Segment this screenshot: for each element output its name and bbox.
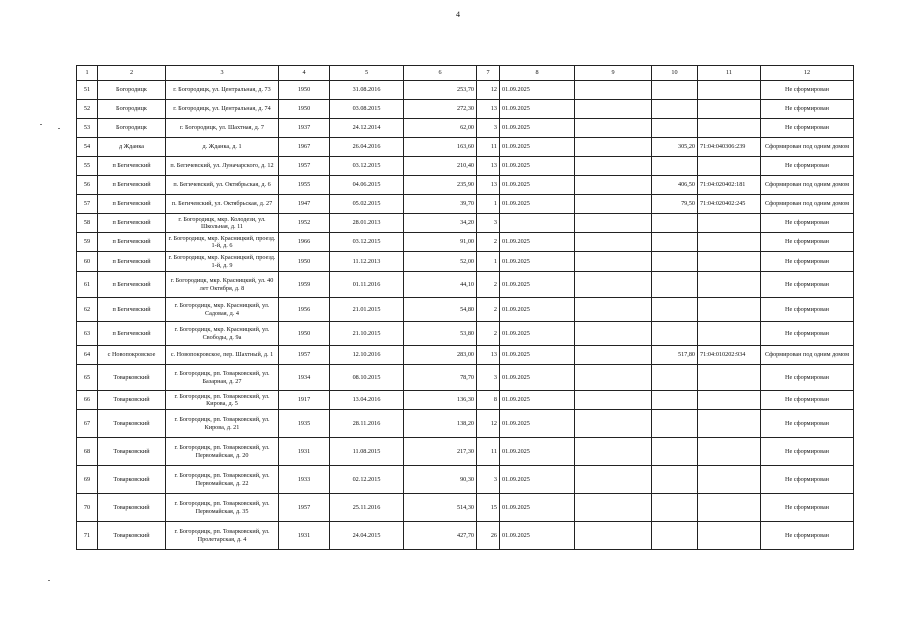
col10-cell: [652, 466, 698, 494]
cadastral-number-cell: [698, 233, 761, 252]
col9-cell: [575, 138, 652, 157]
column-header: 8: [500, 66, 575, 81]
housing-register-table: [76, 65, 854, 550]
col9-cell: [575, 438, 652, 466]
status-cell: Не сформирован: [761, 438, 854, 466]
year-cell: 1966: [279, 233, 330, 252]
count-cell: 13: [477, 100, 500, 119]
address-cell: г. Богородицк, мкр. Красницкий, ул. Садовая, д. 4: [166, 298, 279, 322]
table-body: [77, 66, 854, 550]
area-cell: 54,80: [404, 298, 477, 322]
area-cell: 283,00: [404, 346, 477, 365]
row-number: 66: [77, 391, 98, 410]
area-cell: 272,30: [404, 100, 477, 119]
status-cell: Не сформирован: [761, 119, 854, 138]
cadastral-number-cell: [698, 100, 761, 119]
col10-cell: 517,80: [652, 346, 698, 365]
status-cell: Не сформирован: [761, 157, 854, 176]
col9-cell: [575, 494, 652, 522]
date-cell: 04.06.2015: [330, 176, 404, 195]
cadastral-number-cell: [698, 81, 761, 100]
area-cell: 52,00: [404, 252, 477, 272]
address-cell: г. Богородицк, рп. Товарковский, ул. Первомайская, д. 20: [166, 438, 279, 466]
date-cell: 12.10.2016: [330, 346, 404, 365]
cadastral-number-cell: 71:04:010202:934: [698, 346, 761, 365]
date-cell: 21.10.2015: [330, 322, 404, 346]
date2-cell: 01.09.2025: [500, 119, 575, 138]
table-row: [77, 195, 854, 214]
col9-cell: [575, 233, 652, 252]
row-number: 56: [77, 176, 98, 195]
status-cell: Не сформирован: [761, 522, 854, 550]
col9-cell: [575, 365, 652, 391]
address-cell: с. Новопокровское, пер. Шахтный, д. 1: [166, 346, 279, 365]
row-number: 54: [77, 138, 98, 157]
status-cell: Не сформирован: [761, 214, 854, 233]
status-cell: Не сформирован: [761, 466, 854, 494]
table-row: [77, 365, 854, 391]
year-cell: 1957: [279, 346, 330, 365]
address-cell: г. Богородицк, ул. Центральная, д. 73: [166, 81, 279, 100]
table-row: [77, 100, 854, 119]
table-row: [77, 298, 854, 322]
col10-cell: [652, 365, 698, 391]
address-cell: г. Богородицк, рп. Товарковский, ул. Кирова, д. 21: [166, 410, 279, 438]
col10-cell: [652, 410, 698, 438]
cadastral-number-cell: 71:04:040306:239: [698, 138, 761, 157]
locality-cell: п Бегичевский: [98, 252, 166, 272]
area-cell: 210,40: [404, 157, 477, 176]
date-cell: 02.12.2015: [330, 466, 404, 494]
date-cell: 25.11.2016: [330, 494, 404, 522]
date-cell: 08.10.2015: [330, 365, 404, 391]
address-cell: г. Богородицк, рп. Товарковский, ул. Пролетарская, д. 4: [166, 522, 279, 550]
date2-cell: 01.09.2025: [500, 410, 575, 438]
row-number: 60: [77, 252, 98, 272]
col9-cell: [575, 176, 652, 195]
cadastral-number-cell: [698, 494, 761, 522]
cadastral-number-cell: [698, 410, 761, 438]
count-cell: 11: [477, 138, 500, 157]
col10-cell: [652, 81, 698, 100]
locality-cell: п Бегичевский: [98, 272, 166, 298]
locality-cell: д Жданка: [98, 138, 166, 157]
date-cell: 03.12.2015: [330, 233, 404, 252]
address-cell: г. Богородицк, ул. Центральная, д. 74: [166, 100, 279, 119]
date-cell: 11.12.2013: [330, 252, 404, 272]
col10-cell: [652, 157, 698, 176]
col9-cell: [575, 81, 652, 100]
address-cell: г. Богородицк, мкр. Красницкий, проезд. 1-й, д. 9: [166, 252, 279, 272]
cadastral-number-cell: 71:04:020402:181: [698, 176, 761, 195]
col10-cell: [652, 214, 698, 233]
cadastral-number-cell: [698, 157, 761, 176]
column-header: 7: [477, 66, 500, 81]
row-number: 68: [77, 438, 98, 466]
row-number: 67: [77, 410, 98, 438]
locality-cell: Товарковский: [98, 365, 166, 391]
locality-cell: п Бегичевский: [98, 176, 166, 195]
area-cell: 235,90: [404, 176, 477, 195]
locality-cell: п Бегичевский: [98, 233, 166, 252]
year-cell: 1959: [279, 272, 330, 298]
row-number: 55: [77, 157, 98, 176]
date2-cell: 01.09.2025: [500, 466, 575, 494]
row-number: 59: [77, 233, 98, 252]
date2-cell: 01.09.2025: [500, 157, 575, 176]
count-cell: 13: [477, 157, 500, 176]
area-cell: 138,20: [404, 410, 477, 438]
year-cell: 1950: [279, 81, 330, 100]
locality-cell: п Бегичевский: [98, 157, 166, 176]
status-cell: Не сформирован: [761, 322, 854, 346]
col10-cell: [652, 438, 698, 466]
col9-cell: [575, 391, 652, 410]
year-cell: 1931: [279, 438, 330, 466]
column-header: 10: [652, 66, 698, 81]
status-cell: Не сформирован: [761, 494, 854, 522]
count-cell: 13: [477, 346, 500, 365]
year-cell: 1950: [279, 322, 330, 346]
table-row: [77, 252, 854, 272]
table-row: [77, 233, 854, 252]
status-cell: Не сформирован: [761, 100, 854, 119]
date2-cell: 01.09.2025: [500, 365, 575, 391]
year-cell: 1950: [279, 100, 330, 119]
cadastral-number-cell: [698, 298, 761, 322]
col10-cell: 305,20: [652, 138, 698, 157]
locality-cell: Товарковский: [98, 391, 166, 410]
area-cell: 91,00: [404, 233, 477, 252]
address-cell: г. Богородицк, рп. Товарковский, ул. Базарная, д. 27: [166, 365, 279, 391]
address-cell: г. Богородицк, ул. Шахтная, д. 7: [166, 119, 279, 138]
cadastral-number-cell: [698, 391, 761, 410]
count-cell: 13: [477, 176, 500, 195]
count-cell: 2: [477, 233, 500, 252]
cadastral-number-cell: [698, 252, 761, 272]
date-cell: 21.01.2015: [330, 298, 404, 322]
date-cell: 03.12.2015: [330, 157, 404, 176]
date-cell: 31.08.2016: [330, 81, 404, 100]
row-number: 63: [77, 322, 98, 346]
count-cell: 1: [477, 252, 500, 272]
table-row: [77, 522, 854, 550]
cadastral-number-cell: [698, 119, 761, 138]
date-cell: 28.01.2013: [330, 214, 404, 233]
count-cell: 3: [477, 365, 500, 391]
col9-cell: [575, 298, 652, 322]
col10-cell: [652, 272, 698, 298]
count-cell: 8: [477, 391, 500, 410]
date-cell: 24.04.2015: [330, 522, 404, 550]
area-cell: 53,80: [404, 322, 477, 346]
column-header: 1: [77, 66, 98, 81]
table-row: [77, 466, 854, 494]
date-cell: 01.11.2016: [330, 272, 404, 298]
col9-cell: [575, 346, 652, 365]
locality-cell: п Бегичевский: [98, 322, 166, 346]
table-row: [77, 494, 854, 522]
col9-cell: [575, 195, 652, 214]
cadastral-number-cell: 71:04:020402:245: [698, 195, 761, 214]
col10-cell: [652, 494, 698, 522]
count-cell: 15: [477, 494, 500, 522]
address-cell: г. Богородицк, мкр. Красницкий, проезд. 1-й, д. 6: [166, 233, 279, 252]
table-row: [77, 410, 854, 438]
year-cell: 1933: [279, 466, 330, 494]
column-header: 11: [698, 66, 761, 81]
date2-cell: 01.09.2025: [500, 138, 575, 157]
date-cell: 24.12.2014: [330, 119, 404, 138]
date2-cell: 01.09.2025: [500, 391, 575, 410]
column-header: 12: [761, 66, 854, 81]
address-cell: г. Богородицк, рп. Товарковский, ул. Кирова, д. 5: [166, 391, 279, 410]
locality-cell: Товарковский: [98, 494, 166, 522]
address-cell: п. Бегичевский, ул. Луначарского, д. 12: [166, 157, 279, 176]
address-cell: г. Богородицк, мкр. Красницкий, ул. Свободы, д. 9а: [166, 322, 279, 346]
date2-cell: 01.09.2025: [500, 346, 575, 365]
table-row: [77, 81, 854, 100]
count-cell: 3: [477, 214, 500, 233]
count-cell: 2: [477, 298, 500, 322]
year-cell: 1957: [279, 494, 330, 522]
year-cell: 1956: [279, 298, 330, 322]
row-number: 57: [77, 195, 98, 214]
table-row: [77, 272, 854, 298]
year-cell: 1934: [279, 365, 330, 391]
row-number: 53: [77, 119, 98, 138]
row-number: 69: [77, 466, 98, 494]
col9-cell: [575, 410, 652, 438]
status-cell: Сформирован под одним домом: [761, 346, 854, 365]
date2-cell: 01.09.2025: [500, 176, 575, 195]
area-cell: 44,10: [404, 272, 477, 298]
col9-cell: [575, 100, 652, 119]
date2-cell: 01.09.2025: [500, 100, 575, 119]
locality-cell: п Бегичевский: [98, 214, 166, 233]
year-cell: 1947: [279, 195, 330, 214]
row-number: 61: [77, 272, 98, 298]
date-cell: 28.11.2016: [330, 410, 404, 438]
col10-cell: [652, 322, 698, 346]
status-cell: Не сформирован: [761, 81, 854, 100]
col9-cell: [575, 119, 652, 138]
table-row: [77, 119, 854, 138]
cadastral-number-cell: [698, 522, 761, 550]
date2-cell: 01.09.2025: [500, 298, 575, 322]
cadastral-number-cell: [698, 272, 761, 298]
locality-cell: Богородицк: [98, 81, 166, 100]
table-header-row: [77, 66, 854, 81]
date2-cell: 01.09.2025: [500, 81, 575, 100]
year-cell: 1937: [279, 119, 330, 138]
count-cell: 1: [477, 195, 500, 214]
cadastral-number-cell: [698, 438, 761, 466]
table-row: [77, 391, 854, 410]
area-cell: 90,30: [404, 466, 477, 494]
table-row: [77, 346, 854, 365]
count-cell: 12: [477, 81, 500, 100]
status-cell: Не сформирован: [761, 410, 854, 438]
col10-cell: [652, 391, 698, 410]
area-cell: 136,30: [404, 391, 477, 410]
scan-speck: [40, 124, 42, 125]
status-cell: Сформирован под одним домом: [761, 138, 854, 157]
date2-cell: 01.09.2025: [500, 252, 575, 272]
row-number: 58: [77, 214, 98, 233]
table-row: [77, 214, 854, 233]
address-cell: г. Богородицк, мкр. Колодези, ул. Школьная, д. 11: [166, 214, 279, 233]
year-cell: 1957: [279, 157, 330, 176]
address-cell: г. Богородицк, рп. Товарковский, ул. Первомайская, д. 22: [166, 466, 279, 494]
date2-cell: 01.09.2025: [500, 233, 575, 252]
status-cell: Не сформирован: [761, 365, 854, 391]
status-cell: Не сформирован: [761, 233, 854, 252]
column-header: 2: [98, 66, 166, 81]
cadastral-number-cell: [698, 365, 761, 391]
page-number: 4: [456, 10, 460, 19]
year-cell: 1935: [279, 410, 330, 438]
column-header: 9: [575, 66, 652, 81]
date-cell: 11.08.2015: [330, 438, 404, 466]
scan-speck: [48, 580, 50, 581]
locality-cell: Товарковский: [98, 438, 166, 466]
area-cell: 217,30: [404, 438, 477, 466]
col9-cell: [575, 252, 652, 272]
locality-cell: Товарковский: [98, 522, 166, 550]
date-cell: 05.02.2015: [330, 195, 404, 214]
table-row: [77, 157, 854, 176]
table-row: [77, 138, 854, 157]
year-cell: 1950: [279, 252, 330, 272]
status-cell: Не сформирован: [761, 272, 854, 298]
date2-cell: 01.09.2025: [500, 438, 575, 466]
row-number: 52: [77, 100, 98, 119]
year-cell: 1967: [279, 138, 330, 157]
row-number: 71: [77, 522, 98, 550]
col9-cell: [575, 466, 652, 494]
year-cell: 1952: [279, 214, 330, 233]
year-cell: 1931: [279, 522, 330, 550]
area-cell: 62,00: [404, 119, 477, 138]
address-cell: г. Богородицк, мкр. Красницкий, ул. 40 лет Октября, д. 8: [166, 272, 279, 298]
date2-cell: 01.09.2025: [500, 494, 575, 522]
locality-cell: Товарковский: [98, 410, 166, 438]
col9-cell: [575, 322, 652, 346]
scan-speck: [58, 128, 60, 129]
status-cell: Сформирован под одним домом: [761, 195, 854, 214]
area-cell: 514,30: [404, 494, 477, 522]
locality-cell: Богородицк: [98, 100, 166, 119]
column-header: 5: [330, 66, 404, 81]
row-number: 64: [77, 346, 98, 365]
date2-cell: [500, 214, 575, 233]
date-cell: 03.08.2015: [330, 100, 404, 119]
locality-cell: п Бегичевский: [98, 195, 166, 214]
year-cell: 1917: [279, 391, 330, 410]
date2-cell: 01.09.2025: [500, 322, 575, 346]
date-cell: 26.04.2016: [330, 138, 404, 157]
count-cell: 11: [477, 438, 500, 466]
col9-cell: [575, 272, 652, 298]
col9-cell: [575, 214, 652, 233]
locality-cell: с Новопокровское: [98, 346, 166, 365]
address-cell: п. Бегичевский, ул. Октябрьская, д. 27: [166, 195, 279, 214]
area-cell: 39,70: [404, 195, 477, 214]
col10-cell: [652, 298, 698, 322]
count-cell: 12: [477, 410, 500, 438]
address-cell: п. Бегичевский, ул. Октябрьская, д. 6: [166, 176, 279, 195]
cadastral-number-cell: [698, 214, 761, 233]
col10-cell: 406,50: [652, 176, 698, 195]
area-cell: 34,20: [404, 214, 477, 233]
year-cell: 1955: [279, 176, 330, 195]
area-cell: 253,70: [404, 81, 477, 100]
cadastral-number-cell: [698, 322, 761, 346]
status-cell: Не сформирован: [761, 252, 854, 272]
col10-cell: 79,50: [652, 195, 698, 214]
cadastral-number-cell: [698, 466, 761, 494]
table-row: [77, 176, 854, 195]
locality-cell: Богородицк: [98, 119, 166, 138]
column-header: 3: [166, 66, 279, 81]
col10-cell: [652, 252, 698, 272]
table-row: [77, 438, 854, 466]
count-cell: 2: [477, 272, 500, 298]
col9-cell: [575, 157, 652, 176]
col10-cell: [652, 233, 698, 252]
row-number: 65: [77, 365, 98, 391]
status-cell: Сформирован под одним домом: [761, 176, 854, 195]
col9-cell: [575, 522, 652, 550]
count-cell: 26: [477, 522, 500, 550]
status-cell: Не сформирован: [761, 391, 854, 410]
date2-cell: 01.09.2025: [500, 522, 575, 550]
col10-cell: [652, 100, 698, 119]
column-header: 4: [279, 66, 330, 81]
col10-cell: [652, 119, 698, 138]
row-number: 70: [77, 494, 98, 522]
table-row: [77, 322, 854, 346]
area-cell: 78,70: [404, 365, 477, 391]
count-cell: 3: [477, 119, 500, 138]
col10-cell: [652, 522, 698, 550]
area-cell: 427,70: [404, 522, 477, 550]
area-cell: 163,60: [404, 138, 477, 157]
count-cell: 3: [477, 466, 500, 494]
locality-cell: Товарковский: [98, 466, 166, 494]
row-number: 51: [77, 81, 98, 100]
status-cell: Не сформирован: [761, 298, 854, 322]
count-cell: 2: [477, 322, 500, 346]
date2-cell: 01.09.2025: [500, 195, 575, 214]
date2-cell: 01.09.2025: [500, 272, 575, 298]
address-cell: г. Богородицк, рп. Товарковский, ул. Первомайская, д. 35: [166, 494, 279, 522]
date-cell: 13.04.2016: [330, 391, 404, 410]
locality-cell: п Бегичевский: [98, 298, 166, 322]
row-number: 62: [77, 298, 98, 322]
column-header: 6: [404, 66, 477, 81]
address-cell: д. Жданка, д. 1: [166, 138, 279, 157]
